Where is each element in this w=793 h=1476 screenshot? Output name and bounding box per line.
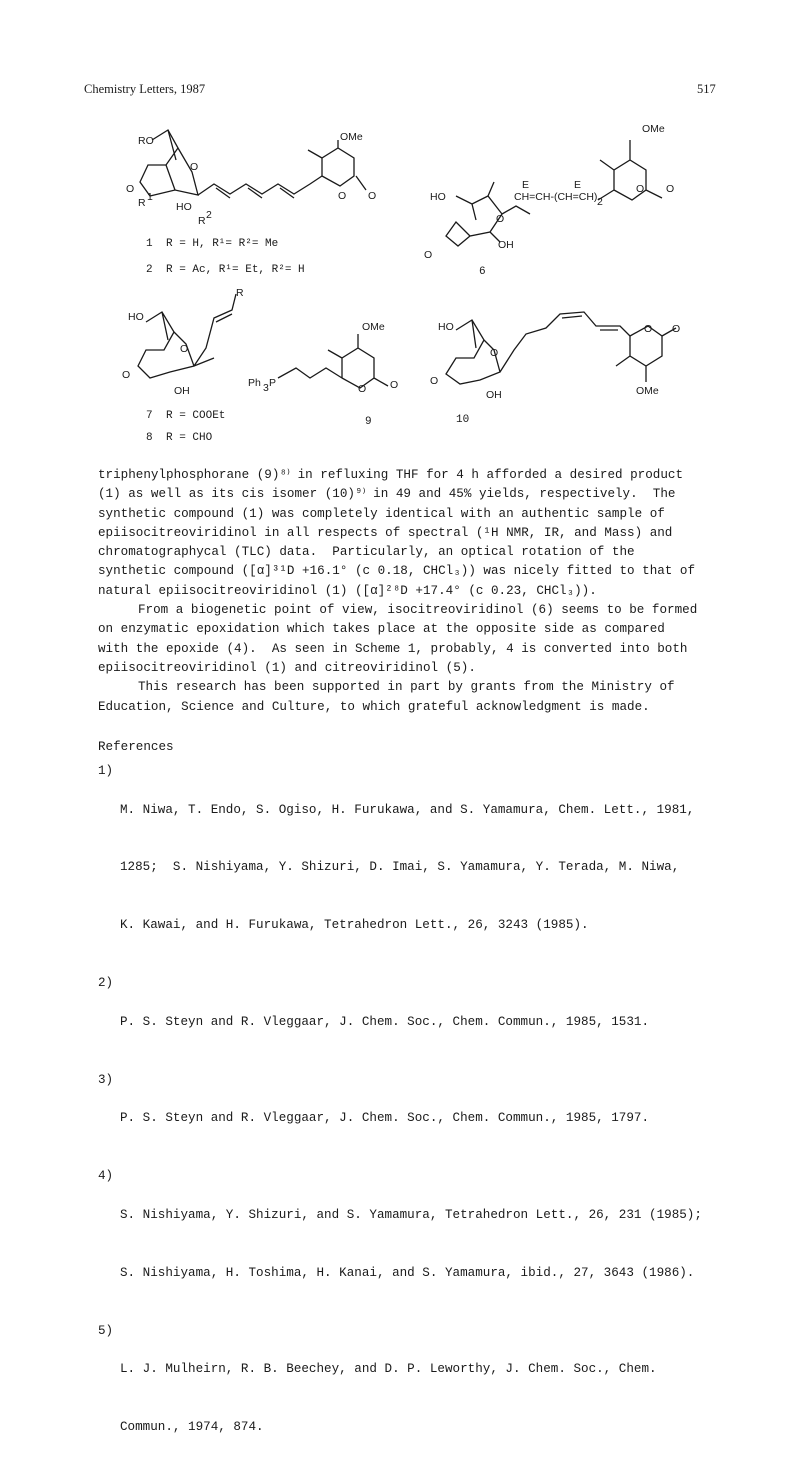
structure-9 — [248, 321, 398, 428]
reference-line: P. S. Steyn and R. Vleggaar, J. Chem. Soc., Chem. Commun., 1985, 1797. — [120, 1111, 650, 1126]
atom-OMe: OMe — [642, 123, 665, 135]
text-line: (1) as well as its cis isomer (10)⁹⁾ in 49 and 45% yields, respectively. The — [98, 487, 676, 502]
chemical-structures-figure — [0, 0, 793, 460]
running-header-journal: Chemistry Letters, 1987 — [84, 82, 206, 96]
atom-O: O — [644, 323, 653, 335]
structure-1-2 — [126, 130, 376, 276]
reference-number: 5) — [98, 1323, 114, 1338]
paragraph-1 — [98, 466, 718, 601]
compound-legend: R = CHO — [166, 432, 213, 444]
atom-OH: OH — [486, 389, 502, 401]
atom-OMe: OMe — [340, 131, 363, 143]
atom-O: O — [666, 183, 675, 195]
reference-line: M. Niwa, T. Endo, S. Ogiso, H. Furukawa, and S. Yamamura, Chem. Lett., 1981, — [120, 802, 695, 817]
atom-Ph: Ph — [248, 377, 261, 389]
atom-O: O — [390, 379, 399, 391]
reference-line: Commun., 1974, 874. — [120, 1420, 264, 1435]
references-heading: References — [98, 740, 174, 754]
reference-text — [120, 1071, 649, 1167]
e-label: E — [574, 179, 582, 191]
reference-item — [98, 1167, 738, 1321]
atom-O: O — [636, 183, 645, 195]
compound-number: 9 — [365, 416, 372, 428]
text-line: synthetic compound ([α]³¹D +16.1° (c 0.18, CHCl₃)) was nicely fitted to that of — [98, 564, 696, 579]
atom-HO: HO — [128, 311, 144, 323]
text-line: with the epoxide (4). As seen in Scheme 1, probably, 4 is converted into both — [98, 641, 688, 656]
text-line: natural epiisocitreoviridinol (1) ([α]²⁸D +17.4° (c 0.23, CHCl₃)). — [98, 583, 597, 598]
atom-O: O — [126, 183, 135, 195]
atom-OH: OH — [174, 385, 190, 397]
atom-R: R — [138, 197, 146, 209]
compound-number: 1 — [146, 238, 153, 250]
structure-6 — [424, 123, 674, 278]
text-line: This research has been supported in part by grants from the Ministry of — [138, 680, 675, 695]
text-line: From a biogenetic point of view, isocitreoviridinol (6) seems to be formed — [138, 603, 698, 618]
reference-line: L. J. Mulheirn, R. B. Beechey, and D. P. Leworthy, J. Chem. Soc., Chem. — [120, 1362, 657, 1377]
compound-legend: R = COOEt — [166, 410, 226, 422]
atom-HO: HO — [430, 191, 446, 203]
reference-text — [120, 1167, 702, 1321]
text-line: chromatographycal (TLC) data. Particularly, an optical rotation of the — [98, 545, 635, 560]
reference-text — [120, 974, 649, 1070]
compound-number: 6 — [479, 266, 486, 278]
atom-O: O — [424, 249, 433, 261]
reference-item — [98, 762, 738, 974]
compound-legend: R = Ac, R¹= Et, R²= H — [166, 264, 305, 276]
atom-sup: 1 — [147, 191, 153, 203]
atom-HO: HO — [438, 321, 454, 333]
compound-number: 10 — [456, 414, 470, 426]
atom-O: O — [490, 347, 499, 359]
atom-O: O — [672, 323, 681, 335]
reference-number: 4) — [98, 1169, 114, 1184]
text-line: epiisocitreoviridinol in all respects of spectral (¹H NMR, IR, and Mass) and — [98, 525, 673, 540]
reference-item — [98, 974, 738, 1070]
reference-number: 1) — [98, 764, 114, 778]
page-number: 517 — [697, 82, 716, 96]
reference-line: K. Kawai, and H. Furukawa, Tetrahedron Lett., 26, 3243 (1985). — [120, 918, 589, 933]
atom-O: O — [358, 383, 367, 395]
atom-RO: RO — [138, 135, 154, 147]
atom-OH: OH — [498, 239, 514, 251]
side-chain: CH=CH-(CH=CH) — [514, 191, 598, 203]
atom-OMe: OMe — [362, 321, 385, 333]
reference-item — [98, 1071, 738, 1167]
atom-O: O — [122, 369, 131, 381]
structure-10 — [430, 312, 680, 426]
atom-OMe: OMe — [636, 385, 659, 397]
reference-line: P. S. Steyn and R. Vleggaar, J. Chem. Soc., Chem. Commun., 1985, 1531. — [120, 1014, 650, 1029]
atom-P: P — [269, 377, 277, 389]
atom-O: O — [496, 213, 505, 225]
text-line: epiisocitreoviridinol (1) and citreoviridinol (5). — [98, 660, 476, 675]
atom-O: O — [190, 161, 199, 173]
structure-7-8 — [122, 287, 244, 444]
compound-legend: R = H, R¹= R²= Me — [166, 238, 279, 250]
atom-O: O — [180, 343, 189, 355]
paragraph-3 — [98, 678, 718, 717]
text-line: synthetic compound (1) was completely identical with an authentic sample of — [98, 506, 665, 521]
atom-sup: 2 — [206, 209, 212, 221]
atom-O: O — [338, 190, 347, 202]
compound-number: 2 — [146, 264, 153, 276]
text-line: Education, Science and Culture, to which grateful acknowledgment is made. — [98, 699, 650, 714]
reference-line: S. Nishiyama, H. Toshima, H. Kanai, and S. Yamamura, ibid., 27, 3643 (1986). — [120, 1265, 695, 1280]
compound-number: 7 — [146, 410, 153, 422]
paragraph-2 — [98, 601, 718, 678]
atom-R: R — [236, 287, 244, 299]
references-list — [98, 762, 738, 1476]
compound-number: 8 — [146, 432, 153, 444]
reference-text — [120, 1322, 657, 1476]
e-label: E — [522, 179, 530, 191]
body-text — [98, 466, 718, 717]
text-line: on enzymatic epoxidation which takes place at the opposite side as compared — [98, 622, 665, 637]
atom-sub: 3 — [263, 382, 269, 394]
atom-O: O — [430, 375, 439, 387]
reference-line: 1285; S. Nishiyama, Y. Shizuri, D. Imai, S. Yamamura, Y. Terada, M. Niwa, — [120, 860, 680, 875]
atom-R: R — [198, 215, 206, 227]
atom-O: O — [368, 190, 377, 202]
reference-number: 2) — [98, 976, 114, 991]
atom-HO: HO — [176, 201, 192, 213]
reference-item — [98, 1322, 738, 1476]
text-line: triphenylphosphorane (9)⁸⁾ in refluxing THF for 4 h afforded a desired product — [98, 468, 684, 482]
reference-text — [120, 762, 694, 974]
side-chain-subscript: 2 — [597, 196, 603, 208]
reference-line: S. Nishiyama, Y. Shizuri, and S. Yamamura, Tetrahedron Lett., 26, 231 (1985); — [120, 1207, 702, 1222]
reference-number: 3) — [98, 1072, 114, 1087]
